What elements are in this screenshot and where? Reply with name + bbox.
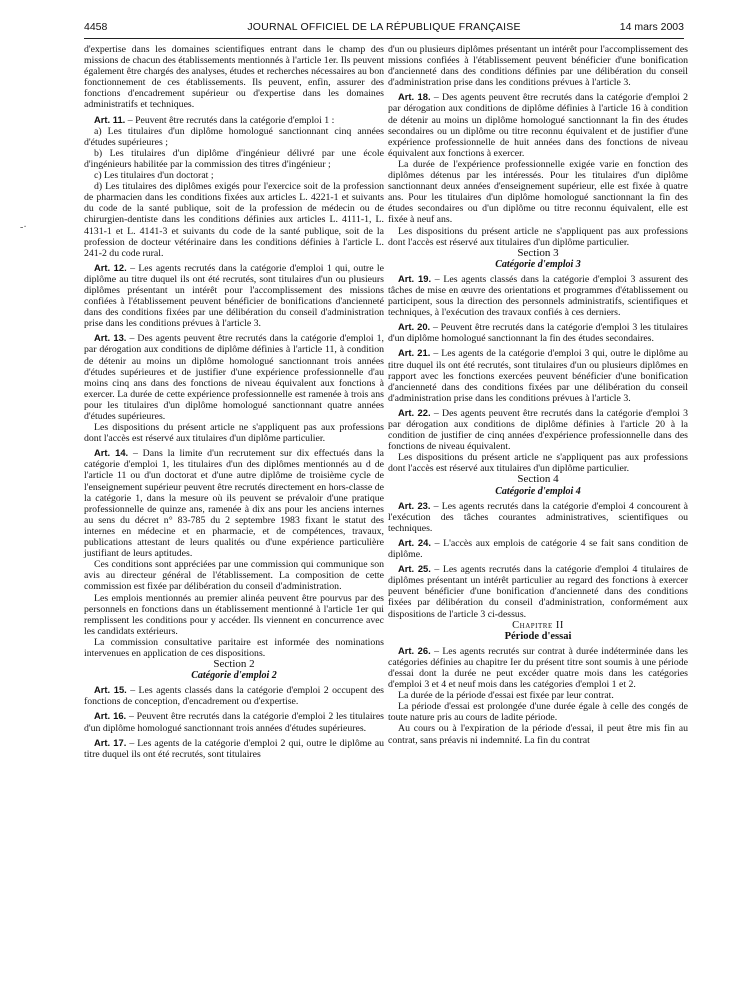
article-paragraph [84, 262, 384, 330]
chapter-title: Période d'essai [504, 630, 572, 642]
article-text: – Dans la limite d'un recrutement sur dix effectués dans la catégorie d'emploi 1, les titulaires d'un des diplômes mentionnés au d de l'article 11 ou d'un doctorat et d'une autre diplôme de troisième cycle de l'enseignement supérieur peuvent être recrutés directement en hors-classe de la catégorie 1, dans la mesure où ils peuvent se prévaloir d'une pratique professionnelle de quinze ans, ramenée à dix ans pour les anciens internes au sens du décret n° 83-785 du 2 septembre 1983 fixant le statut des internes en médecine et en pharmacie, et de compétences, travaux, publications attestant de leurs qualités ou d'une expérience particulière justifiant de leurs aptitudes. [84, 448, 384, 560]
margin-mark: -· [20, 222, 27, 233]
article-label: Art. 11. [94, 113, 126, 125]
article-label: Art. 24. [398, 536, 431, 548]
article-label: Art. 17. [94, 736, 127, 748]
article-paragraph [388, 500, 688, 534]
article-paragraph [84, 684, 384, 707]
article-text: – Les agents recrutés dans la catégorie d'emploi 1 qui, outre le diplôme au titre duquel ils ont été recrutés, sont titulaires d'un ou plusieurs diplômes présentant un intérêt pour l'accomplissement des missions confiées à l'établissement peuvent bénéficier de bonifications d'ancienneté dans des conditions fixées par une délibération du conseil d'administration prise dans les conditions prévues à l'article 3. [84, 262, 384, 330]
article-text: – Les agents recrutés sur contrat à durée indéterminée dans les catégories définies au chapitre Ier du présent titre sont soumis à une période d'essai dont la durée ne peut excéder quatre mois dans les catégories d'emploi 3 et 4 et neuf mois dans les catégories d'emploi 1 et 2. [388, 645, 688, 691]
article-text: – Les agents de la catégorie d'emploi 3 qui, outre le diplôme au titre duquel ils ont été recrutés, sont titulaires d'un ou plusieurs diplômes en rapport avec les fonctions exercées peuvent bénéficier d'une bonification d'ancienneté dans des conditions fixées par une délibération du conseil d'administration prise dans les conditions prévues à l'article 3. [388, 348, 688, 404]
article-text: – Les agents classés dans la catégorie d'emploi 3 assurent des tâches de mise en œuvre des orientations et programmes d'établissement ou participent, sous la direction des personnels administratifs, scientifiques et techniques, à l'exécution des travaux confiés à ces derniers. [388, 273, 688, 319]
article-paragraph [388, 537, 688, 560]
body-paragraph: c) Les titulaires d'un doctorat ; [94, 170, 214, 182]
article-text: – Les agents recrutés dans la catégorie d'emploi 4 titulaires de diplômes présentant un intérêt particulier au regard des fonctions à exercer peuvent bénéficier d'une bonification d'ancienneté dans des conditions fixées par délibération du conseil d'administration, conformément aux dispositions de l'article 3 ci-dessus. [388, 564, 688, 620]
article-label: Art. 19. [398, 272, 432, 284]
article-label: Art. 20. [398, 321, 431, 333]
body-paragraph: Les dispositions du présent article ne s'appliquent pas aux professions dont l'accès est réservé aux titulaires d'un diplôme particulier. [84, 422, 384, 445]
article-label: Art. 16. [94, 710, 127, 722]
body-paragraph: a) Les titulaires d'un diplôme homologué sanctionnant cinq années d'études supérieures ; [84, 125, 384, 148]
article-text: – Des agents peuvent être recrutés dans la catégorie d'emploi 3 par dérogation aux conditions de diplôme définies à l'article 20 à la condition de justifier de cinq années d'expérience professionnelle dans des fonctions de niveau équivalent. [388, 407, 688, 453]
article-paragraph [388, 347, 688, 403]
article-label: Art. 12. [94, 261, 127, 273]
article-text: – Les agents de la catégorie d'emploi 2 qui, outre le diplôme au titre duquel ils ont été recrutés, sont titulaires [84, 737, 384, 760]
article-paragraph [84, 332, 384, 422]
body-paragraph: Au cours ou à l'expiration de la période d'essai, il peut être mis fin au contrat, sans préavis ni indemnité. La fin du contrat [388, 723, 688, 746]
right-column [388, 44, 688, 746]
page-number: 4458 [84, 21, 108, 33]
article-label: Art. 25. [398, 563, 431, 575]
article-label: Art. 21. [398, 347, 431, 359]
body-paragraph: La période d'essai est prolongée d'une durée égale à celle des congés de toute nature pris au cours de ladite période. [388, 701, 688, 724]
header-rule [84, 38, 684, 39]
article-paragraph [84, 447, 384, 559]
article-paragraph [388, 563, 688, 619]
body-paragraph: Les dispositions du présent article ne s'appliquent pas aux professions dont l'accès est réservé aux titulaires d'un diplôme particulier. [388, 225, 688, 248]
chapter-heading: Chapitre II [512, 619, 564, 631]
article-paragraph [84, 737, 384, 760]
article-paragraph [388, 645, 688, 690]
body-paragraph: La commission consultative paritaire est informée des nominations intervenues en application de ces dispositions. [84, 636, 384, 659]
page-header [84, 21, 684, 37]
article-label: Art. 23. [398, 499, 431, 511]
left-column [84, 44, 384, 760]
body-paragraph: d) Les titulaires des diplômes exigés pour l'exercice soit de la profession de pharmacien dans les conditions fixées aux articles L. 4221-1 et suivants du code de la santé publique, soit de la profession de médecin ou de chirurgien-dentiste dans les conditions définies aux articles L. 4111-1, L. 4131-1 et L. 4141-3 et suivants du code de la santé publique, soit de la profession de docteur vétérinaire dans les conditions définies à l'article L. 241-2 du code rural. [84, 181, 384, 259]
section-subtitle: Catégorie d'emploi 4 [495, 485, 581, 497]
article-text: – Des agents peuvent être recrutés dans la catégorie d'emploi 2 par dérogation aux conditions de diplôme définies à l'article 16 à condition de détenir au moins un diplôme homologué sanctionnant la fin des études secondaires ou un diplôme ou titre reconnu équivalent et de justifier d'une expérience professionnelle de huit années dans des fonctions de niveau équivalent aux fonctions à exercer. [388, 92, 688, 159]
section-heading: Section 3 [517, 246, 559, 259]
article-paragraph [388, 407, 688, 452]
article-paragraph [84, 114, 384, 126]
journal-title: JOURNAL OFFICIEL DE LA RÉPUBLIQUE FRANÇAISE [247, 21, 521, 33]
article-label: Art. 22. [398, 406, 431, 418]
issue-date: 14 mars 2003 [619, 21, 684, 33]
article-label: Art. 18. [398, 91, 431, 103]
article-text: – Les agents recrutés dans la catégorie d'emploi 4 concourent à l'exécution des tâches courantes administratives, scientifiques ou techniques. [388, 500, 688, 534]
body-paragraph: Ces conditions sont appréciées par une commission qui communique son avis au directeur général de l'établissement. La composition de cette commission est fixée par délibération du conseil d'administration. [84, 559, 384, 593]
article-text: – Peuvent être recrutés dans la catégorie d'emploi 2 les titulaires d'un diplôme homologué sanctionnant trois années d'études supérieures. [84, 711, 384, 734]
article-text: – Peuvent être recrutés dans la catégorie d'emploi 3 les titulaires d'un diplôme homologué sanctionnant la fin des études secondaires. [388, 322, 688, 345]
article-paragraph [388, 321, 688, 344]
body-paragraph: Les emplois mentionnés au premier alinéa peuvent être pourvus par des personnels en fonctions dans un établissement mentionné à l'article 1er qui remplissent les conditions pour y accéder. Ils viennent en concurrence avec les candidats extérieurs. [84, 592, 384, 637]
article-text: – Des agents peuvent être recrutés dans la catégorie d'emploi 1, par dérogation aux conditions de diplôme définies à l'article 11, à condition de détenir au moins un diplôme homologué sanctionnant trois années d'études supérieures et de justifier d'une expérience professionnelle d'au moins cinq ans dans des fonctions de niveau équivalent aux fonctions à exercer. La durée de cette expérience professionnelle est ramenée à trois ans pour les titulaires d'un diplôme homologué sanctionnant quatre années d'études supérieures. [84, 333, 384, 422]
body-paragraph: b) Les titulaires d'un diplôme d'ingénieur délivré par une école d'ingénieurs habilitée par la commission des titres d'ingénieur ; [84, 147, 384, 170]
article-label: Art. 13. [94, 332, 127, 344]
article-label: Art. 14. [94, 447, 129, 459]
section-heading: Section 4 [517, 473, 559, 486]
article-text: – Les agents classés dans la catégorie d'emploi 2 occupent des fonctions de conception, d'encadrement ou d'expertise. [84, 685, 384, 708]
article-label: Art. 15. [94, 684, 127, 696]
article-paragraph [388, 91, 688, 159]
article-label: Art. 26. [398, 644, 431, 656]
article-text: – Peuvent être recrutés dans la catégorie d'emploi 1 : [125, 114, 335, 126]
body-paragraph: d'expertise dans les domaines scientifiques entrant dans le champ des missions de chacun des établissements mentionnés à l'article 1er. Ils peuvent également être chargés des analyses, études et recherches nécessaires au bon fonctionnement de ces établissements. Ils peuvent, enfin, assurer des fonctions d'encadrement supérieur ou d'expertise dans les domaines administratifs et techniques. [84, 44, 384, 111]
body-paragraph: d'un ou plusieurs diplômes présentant un intérêt pour l'accomplissement des missions confiées à l'établissement peuvent bénéficier d'une bonification d'ancienneté dans des conditions définies par une délibération du conseil d'administration prise dans les conditions prévues à l'article 3. [388, 44, 688, 89]
section-heading: Section 2 [213, 658, 255, 671]
body-paragraph: Les dispositions du présent article ne s'appliquent pas aux professions dont l'accès est réservé aux titulaires d'un diplôme particulier. [388, 452, 688, 475]
body-paragraph: La durée de l'expérience professionnelle exigée varie en fonction des diplômes détenus par les intéressés. Pour les titulaires d'un diplôme sanctionnant deux années d'enseignement supérieur, elle est fixée à quatre ans. Pour les titulaires d'un diplôme homologué sanctionnant la fin des études secondaires ou d'un diplôme ou titre reconnu équivalent, elle est fixée à neuf ans. [388, 158, 688, 226]
article-paragraph [388, 273, 688, 318]
article-paragraph [84, 710, 384, 733]
section-subtitle: Catégorie d'emploi 3 [495, 258, 581, 270]
body-paragraph: La durée de la période d'essai est fixée par leur contrat. [398, 690, 614, 702]
section-subtitle: Catégorie d'emploi 2 [191, 670, 277, 682]
article-text: – L'accès aux emplois de catégorie 4 se fait sans condition de diplôme. [388, 537, 688, 561]
